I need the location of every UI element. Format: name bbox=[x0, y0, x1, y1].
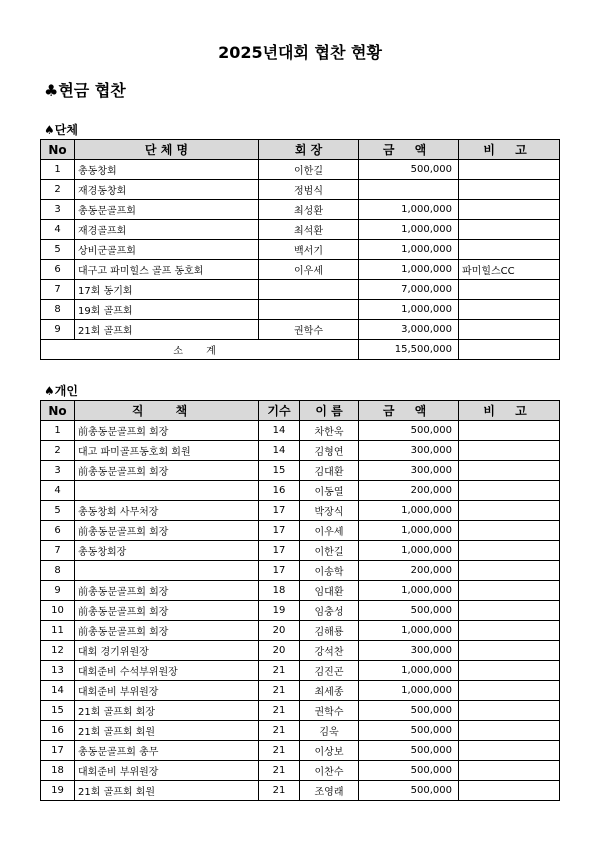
head-name: 이우세 bbox=[259, 260, 359, 280]
group-name: 대구고 파미힐스 골프 동호회 bbox=[75, 260, 259, 280]
amount: 500,000 bbox=[359, 701, 459, 721]
table-row bbox=[41, 441, 560, 461]
class-number: 17 bbox=[259, 561, 300, 581]
note bbox=[459, 641, 560, 661]
row-no: 12 bbox=[41, 641, 75, 661]
class-number: 15 bbox=[259, 461, 300, 481]
amount: 1,000,000 bbox=[359, 240, 459, 260]
table-row bbox=[41, 701, 560, 721]
note bbox=[459, 280, 560, 300]
person-name: 차한욱 bbox=[300, 421, 359, 441]
row-no: 7 bbox=[41, 541, 75, 561]
position: 대회준비 부위원장 bbox=[75, 761, 259, 781]
row-no: 1 bbox=[41, 421, 75, 441]
table-row bbox=[41, 741, 560, 761]
class-number: 21 bbox=[259, 741, 300, 761]
note bbox=[459, 601, 560, 621]
person-name: 이송학 bbox=[300, 561, 359, 581]
table-row bbox=[41, 421, 560, 441]
person-name: 권학수 bbox=[300, 701, 359, 721]
table-row bbox=[41, 501, 560, 521]
row-no: 6 bbox=[41, 521, 75, 541]
row-no: 4 bbox=[41, 481, 75, 501]
note bbox=[459, 781, 560, 801]
group-sponsor-table bbox=[40, 139, 560, 360]
position: 총동창회장 bbox=[75, 541, 259, 561]
note bbox=[459, 421, 560, 441]
personal-sponsor-table bbox=[40, 400, 560, 801]
person-name: 박장식 bbox=[300, 501, 359, 521]
amount: 200,000 bbox=[359, 561, 459, 581]
subtotal-label: 소 계 bbox=[41, 340, 359, 360]
class-number: 20 bbox=[259, 641, 300, 661]
person-name: 임충성 bbox=[300, 601, 359, 621]
person-name: 이동열 bbox=[300, 481, 359, 501]
class-number: 18 bbox=[259, 581, 300, 601]
personal-table-header-row bbox=[41, 401, 560, 421]
row-no: 8 bbox=[41, 561, 75, 581]
amount: 500,000 bbox=[359, 781, 459, 801]
row-no: 16 bbox=[41, 721, 75, 741]
position: 前총동문골프회 회장 bbox=[75, 581, 259, 601]
position: 대회준비 수석부위원장 bbox=[75, 661, 259, 681]
amount: 300,000 bbox=[359, 641, 459, 661]
person-name: 이상보 bbox=[300, 741, 359, 761]
amount: 1,000,000 bbox=[359, 541, 459, 561]
amount: 500,000 bbox=[359, 741, 459, 761]
amount: 500,000 bbox=[359, 421, 459, 441]
table-row bbox=[41, 300, 560, 320]
header-position: 직 책 bbox=[75, 401, 259, 421]
section-title-cash-sponsorship: ♣현금 협찬 bbox=[44, 81, 126, 100]
group-name: 21회 골프회 bbox=[75, 320, 259, 340]
group-section-label: ♠단체 bbox=[44, 123, 78, 137]
personal-section-label: ♠개인 bbox=[44, 384, 78, 398]
amount: 1,000,000 bbox=[359, 220, 459, 240]
note bbox=[459, 741, 560, 761]
row-no: 19 bbox=[41, 781, 75, 801]
table-row bbox=[41, 521, 560, 541]
class-number: 14 bbox=[259, 441, 300, 461]
table-row bbox=[41, 220, 560, 240]
note bbox=[459, 180, 560, 200]
amount: 200,000 bbox=[359, 481, 459, 501]
note bbox=[459, 681, 560, 701]
position: 대고 파미골프동호회 회원 bbox=[75, 441, 259, 461]
person-name: 강석찬 bbox=[300, 641, 359, 661]
row-no: 2 bbox=[41, 441, 75, 461]
person-name: 김진곤 bbox=[300, 661, 359, 681]
group-name: 17회 동기회 bbox=[75, 280, 259, 300]
class-number: 21 bbox=[259, 761, 300, 781]
person-name: 이한길 bbox=[300, 541, 359, 561]
position: 21회 골프회 회원 bbox=[75, 781, 259, 801]
row-no: 3 bbox=[41, 461, 75, 481]
amount: 1,000,000 bbox=[359, 661, 459, 681]
table-row bbox=[41, 160, 560, 180]
position bbox=[75, 481, 259, 501]
position: 前총동문골프회 회장 bbox=[75, 601, 259, 621]
class-number: 21 bbox=[259, 701, 300, 721]
note bbox=[459, 521, 560, 541]
head-name: 최석환 bbox=[259, 220, 359, 240]
note bbox=[459, 300, 560, 320]
table-row bbox=[41, 781, 560, 801]
header-note: 비 고 bbox=[459, 401, 560, 421]
position: 前총동문골프회 회장 bbox=[75, 461, 259, 481]
person-name: 조영래 bbox=[300, 781, 359, 801]
head-name bbox=[259, 300, 359, 320]
row-no: 9 bbox=[41, 581, 75, 601]
amount: 500,000 bbox=[359, 721, 459, 741]
class-number: 17 bbox=[259, 501, 300, 521]
position: 前총동문골프회 회장 bbox=[75, 421, 259, 441]
table-row bbox=[41, 561, 560, 581]
header-group-name: 단 체 명 bbox=[75, 140, 259, 160]
amount: 500,000 bbox=[359, 761, 459, 781]
header-amount: 금 액 bbox=[359, 140, 459, 160]
subtotal-note bbox=[459, 340, 560, 360]
note bbox=[459, 160, 560, 180]
head-name bbox=[259, 280, 359, 300]
row-no: 3 bbox=[41, 200, 75, 220]
header-head: 회 장 bbox=[259, 140, 359, 160]
header-class: 기수 bbox=[259, 401, 300, 421]
group-name: 총동창회 bbox=[75, 160, 259, 180]
table-row bbox=[41, 260, 560, 280]
row-no: 13 bbox=[41, 661, 75, 681]
note bbox=[459, 200, 560, 220]
note bbox=[459, 461, 560, 481]
row-no: 6 bbox=[41, 260, 75, 280]
row-no: 9 bbox=[41, 320, 75, 340]
note bbox=[459, 661, 560, 681]
note bbox=[459, 220, 560, 240]
subtotal-row bbox=[41, 340, 560, 360]
table-row bbox=[41, 200, 560, 220]
header-name: 이 름 bbox=[300, 401, 359, 421]
note bbox=[459, 561, 560, 581]
table-row bbox=[41, 280, 560, 300]
row-no: 1 bbox=[41, 160, 75, 180]
table-row bbox=[41, 681, 560, 701]
row-no: 5 bbox=[41, 501, 75, 521]
amount: 1,000,000 bbox=[359, 521, 459, 541]
class-number: 21 bbox=[259, 781, 300, 801]
person-name: 김형연 bbox=[300, 441, 359, 461]
header-no: No bbox=[41, 140, 75, 160]
group-name: 총동문골프회 bbox=[75, 200, 259, 220]
amount: 1,000,000 bbox=[359, 581, 459, 601]
note: 파미힐스CC bbox=[459, 260, 560, 280]
table-row bbox=[41, 721, 560, 741]
amount: 1,000,000 bbox=[359, 300, 459, 320]
row-no: 10 bbox=[41, 601, 75, 621]
header-no: No bbox=[41, 401, 75, 421]
table-row bbox=[41, 461, 560, 481]
amount: 1,000,000 bbox=[359, 200, 459, 220]
amount: 300,000 bbox=[359, 461, 459, 481]
class-number: 20 bbox=[259, 621, 300, 641]
person-name: 이우세 bbox=[300, 521, 359, 541]
amount: 500,000 bbox=[359, 601, 459, 621]
row-no: 11 bbox=[41, 621, 75, 641]
head-name: 정범식 bbox=[259, 180, 359, 200]
group-table-header-row bbox=[41, 140, 560, 160]
table-row bbox=[41, 481, 560, 501]
amount: 500,000 bbox=[359, 160, 459, 180]
person-name: 최세종 bbox=[300, 681, 359, 701]
position: 대회준비 부위원장 bbox=[75, 681, 259, 701]
group-name: 재경동창회 bbox=[75, 180, 259, 200]
row-no: 17 bbox=[41, 741, 75, 761]
class-number: 19 bbox=[259, 601, 300, 621]
position: 21회 골프회 회원 bbox=[75, 721, 259, 741]
class-number: 14 bbox=[259, 421, 300, 441]
subtotal-amount: 15,500,000 bbox=[359, 340, 459, 360]
table-row bbox=[41, 621, 560, 641]
position: 총동문골프회 총무 bbox=[75, 741, 259, 761]
group-name: 재경골프회 bbox=[75, 220, 259, 240]
note bbox=[459, 581, 560, 601]
amount: 300,000 bbox=[359, 441, 459, 461]
row-no: 7 bbox=[41, 280, 75, 300]
class-number: 21 bbox=[259, 661, 300, 681]
person-name: 김욱 bbox=[300, 721, 359, 741]
row-no: 14 bbox=[41, 681, 75, 701]
table-row bbox=[41, 641, 560, 661]
amount bbox=[359, 180, 459, 200]
person-name: 이찬수 bbox=[300, 761, 359, 781]
person-name: 김대환 bbox=[300, 461, 359, 481]
person-name: 김해룡 bbox=[300, 621, 359, 641]
position: 대회 경기위원장 bbox=[75, 641, 259, 661]
table-row bbox=[41, 320, 560, 340]
note bbox=[459, 721, 560, 741]
note bbox=[459, 501, 560, 521]
table-row bbox=[41, 541, 560, 561]
note bbox=[459, 441, 560, 461]
table-row bbox=[41, 661, 560, 681]
table-row bbox=[41, 180, 560, 200]
note bbox=[459, 320, 560, 340]
class-number: 17 bbox=[259, 521, 300, 541]
table-row bbox=[41, 240, 560, 260]
note bbox=[459, 621, 560, 641]
table-row bbox=[41, 581, 560, 601]
head-name: 최성환 bbox=[259, 200, 359, 220]
position bbox=[75, 561, 259, 581]
row-no: 15 bbox=[41, 701, 75, 721]
row-no: 8 bbox=[41, 300, 75, 320]
group-name: 19회 골프회 bbox=[75, 300, 259, 320]
note bbox=[459, 761, 560, 781]
class-number: 17 bbox=[259, 541, 300, 561]
head-name: 권학수 bbox=[259, 320, 359, 340]
head-name: 백서기 bbox=[259, 240, 359, 260]
row-no: 2 bbox=[41, 180, 75, 200]
header-amount: 금 액 bbox=[359, 401, 459, 421]
row-no: 5 bbox=[41, 240, 75, 260]
row-no: 4 bbox=[41, 220, 75, 240]
group-name: 상비군골프회 bbox=[75, 240, 259, 260]
class-number: 21 bbox=[259, 681, 300, 701]
table-row bbox=[41, 761, 560, 781]
amount: 1,000,000 bbox=[359, 501, 459, 521]
table-row bbox=[41, 601, 560, 621]
class-number: 21 bbox=[259, 721, 300, 741]
position: 前총동문골프회 회장 bbox=[75, 621, 259, 641]
note bbox=[459, 541, 560, 561]
page-title: 2025년대회 협찬 현황 bbox=[218, 43, 382, 62]
amount: 1,000,000 bbox=[359, 681, 459, 701]
note bbox=[459, 701, 560, 721]
amount: 1,000,000 bbox=[359, 621, 459, 641]
amount: 7,000,000 bbox=[359, 280, 459, 300]
note bbox=[459, 240, 560, 260]
note bbox=[459, 481, 560, 501]
position: 前총동문골프회 회장 bbox=[75, 521, 259, 541]
header-note: 비 고 bbox=[459, 140, 560, 160]
head-name: 이한길 bbox=[259, 160, 359, 180]
position: 21회 골프회 회장 bbox=[75, 701, 259, 721]
amount: 1,000,000 bbox=[359, 260, 459, 280]
position: 총동창회 사무처장 bbox=[75, 501, 259, 521]
class-number: 16 bbox=[259, 481, 300, 501]
person-name: 임대환 bbox=[300, 581, 359, 601]
amount: 3,000,000 bbox=[359, 320, 459, 340]
row-no: 18 bbox=[41, 761, 75, 781]
